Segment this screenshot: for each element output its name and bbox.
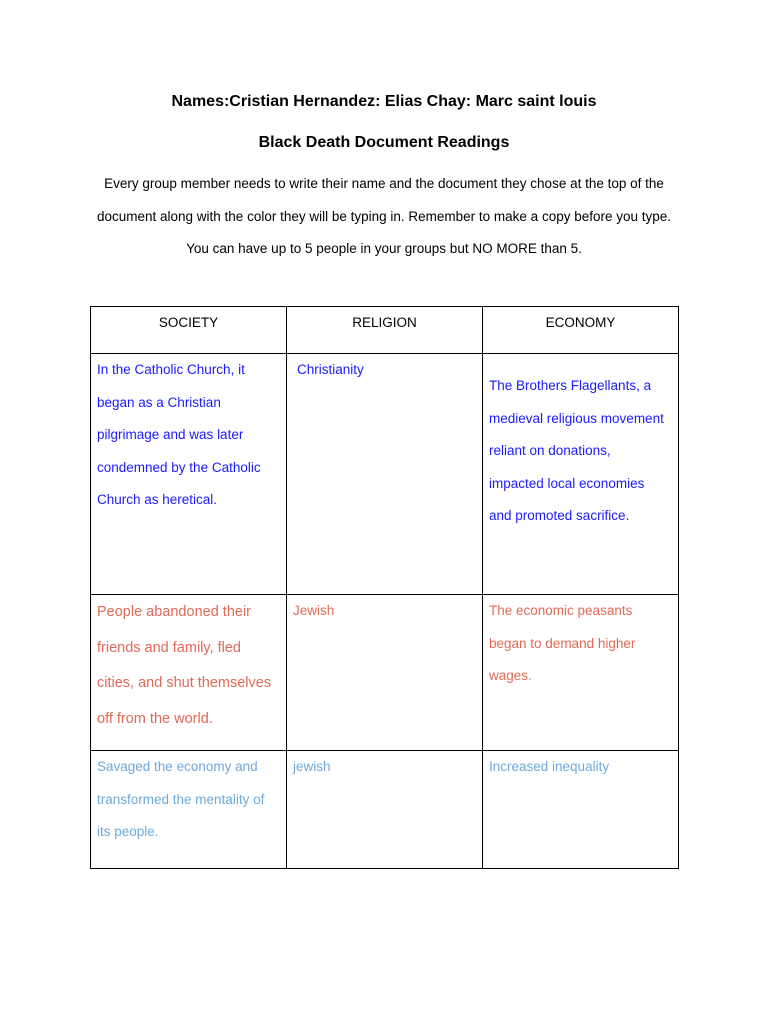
religion-cell[interactable] [287, 354, 483, 595]
table-row [91, 595, 679, 751]
document-title: Black Death Document Readings [258, 134, 510, 151]
cell-line: jewish [293, 759, 331, 774]
header-religion: RELIGION [287, 307, 483, 354]
cell-line: Christianity [297, 362, 364, 377]
economy-cell[interactable] [483, 354, 679, 595]
economy-cell[interactable] [483, 595, 679, 751]
society-cell[interactable] [91, 751, 287, 869]
cell-line: and promoted sacrifice. [489, 508, 630, 523]
cell-line: Savaged the economy and [97, 759, 258, 774]
readings-table [90, 306, 679, 869]
table-row [91, 751, 679, 869]
cell-line: reliant on donations, [489, 443, 611, 458]
cell-line: wages. [489, 668, 532, 683]
instructions-line-1: Every group member needs to write their name and the document they chose at the top of the [104, 176, 664, 191]
instructions-line-2: document along with the color they will be typing in. Remember to make a copy before you type. [96, 208, 672, 224]
header-economy: ECONOMY [483, 307, 679, 354]
cell-line: pilgrimage and was later [97, 427, 244, 442]
cell-line: In the Catholic Church, it [97, 362, 245, 377]
cell-line: began as a Christian [97, 394, 221, 410]
cell-line: cities, and shut themselves [97, 675, 272, 691]
instructions-paragraph [80, 168, 688, 266]
society-cell[interactable] [91, 595, 287, 751]
religion-cell[interactable] [287, 595, 483, 751]
table-header-row [91, 307, 679, 354]
names-line: Names:Cristian Hernandez: Elias Chay: Marc saint louis [171, 93, 597, 110]
cell-line: transformed the mentality of [97, 791, 265, 807]
cell-line: condemned by the Catholic [97, 459, 261, 475]
cell-line: began to demand higher [489, 635, 636, 651]
cell-line: medieval religious movement [489, 410, 664, 426]
cell-line: impacted local economies [489, 475, 645, 491]
cell-line: People abandoned their [97, 604, 251, 620]
instructions-line-3: You can have up to 5 people in your groups but NO MORE than 5. [186, 241, 582, 256]
cell-line: Church as heretical. [97, 492, 218, 507]
economy-cell[interactable] [483, 751, 679, 869]
table-row [91, 354, 679, 595]
society-cell[interactable] [91, 354, 287, 595]
cell-line: The Brothers Flagellants, a [489, 378, 652, 393]
cell-line: its people. [97, 824, 159, 839]
cell-line: Jewish [293, 603, 335, 618]
cell-line: off from the world. [97, 710, 213, 727]
cell-line: Increased inequality [489, 759, 610, 774]
cell-line: friends and family, fled [97, 639, 241, 656]
header-society: SOCIETY [91, 307, 287, 354]
religion-cell[interactable] [287, 751, 483, 869]
cell-line: The economic peasants [489, 603, 633, 618]
